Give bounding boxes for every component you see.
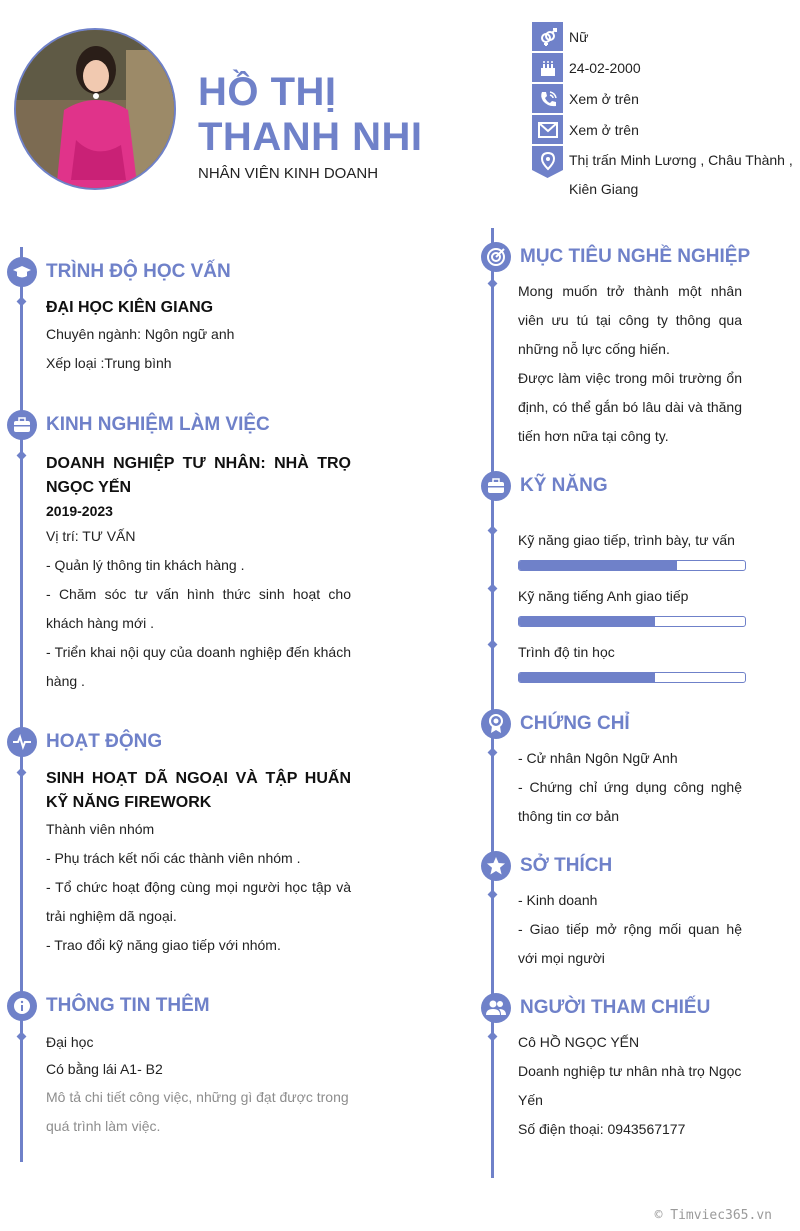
hobby-item: - Giao tiếp mở rộng mối quan hệ với mọi người (518, 921, 742, 966)
skill-bar-fill (519, 617, 655, 626)
references-section (518, 1028, 746, 1144)
experience-line: - Chăm sóc tư vấn hình thức sinh hoạt cho khách hàng mới . (46, 586, 351, 631)
name-line-1: HỒ THỊ (198, 70, 337, 114)
skills-briefcase-icon (481, 471, 511, 501)
info-icon (7, 991, 37, 1021)
reference-line: Doanh nghiệp tư nhân nhà trọ Ngọc Yến (518, 1063, 742, 1108)
experience-line: - Triển khai nội quy của doanh nghiệp đến khách hàng . (46, 644, 351, 689)
mail-icon (532, 115, 563, 144)
skill-bar-fill (519, 561, 677, 570)
hobbies-section (518, 886, 742, 973)
hobbies-title: SỞ THÍCH (520, 855, 613, 876)
activity-line: - Phụ trách kết nối các thành viên nhóm . (46, 850, 301, 866)
activities-title: HOẠT ĐỘNG (46, 731, 163, 752)
contact-email (532, 115, 797, 146)
objective-section (518, 277, 742, 451)
timeline-dot (488, 748, 498, 758)
reference-line: Cô HỒ NGỌC YẾN (518, 1034, 640, 1050)
education-grade: Xếp loại :Trung bình (46, 355, 172, 371)
pulse-icon (7, 727, 37, 757)
school-name: ĐẠI HỌC KIÊN GIANG (46, 299, 214, 316)
contact-address (532, 146, 797, 206)
briefcase-icon (7, 410, 37, 440)
skill-bar (518, 560, 746, 571)
users-icon (481, 993, 511, 1023)
graduation-cap-icon (7, 257, 37, 287)
more-info-section (46, 1029, 356, 1141)
skill-bar (518, 672, 746, 683)
star-icon (481, 851, 511, 881)
contact-phone-text: Xem ở trên (569, 91, 639, 107)
more-info-line: Có bằng lái A1- B2 (46, 1061, 163, 1077)
objective-title: MỤC TIÊU NGHỀ NGHIỆP (520, 246, 751, 267)
contact-email-text: Xem ở trên (569, 122, 639, 138)
watermark: © Timviec365.vn (654, 1208, 772, 1223)
reference-line: Số điện thoại: 0943567177 (518, 1121, 686, 1137)
name-line-2: THANH NHI (198, 115, 423, 159)
timeline-dot (488, 890, 498, 900)
timeline-dot (488, 526, 498, 536)
skills-title: KỸ NĂNG (520, 475, 608, 496)
timeline-dot (488, 1032, 498, 1042)
education-section (46, 296, 351, 378)
experience-section (46, 452, 351, 696)
more-info-title: THÔNG TIN THÊM (46, 995, 210, 1016)
activity-line: Thành viên nhóm (46, 821, 155, 837)
timeline-dot (17, 451, 27, 461)
timeline-dot (17, 768, 27, 778)
avatar (14, 28, 176, 190)
skill-label: Trình độ tin học (518, 644, 615, 660)
activity-line: - Tổ chức hoạt động cùng mọi người học tập và trải nghiệm dã ngoại. (46, 879, 351, 924)
job-title: NHÂN VIÊN KINH DOANH (198, 165, 379, 182)
experience-period: 2019-2023 (46, 503, 113, 519)
objective-paragraph: Được làm việc trong môi trường ổn định, có thể gắn bó lâu dài và thăng tiến hơn nữa tại công ty. (518, 370, 742, 444)
timeline-dot (488, 584, 498, 594)
experience-line: - Quản lý thông tin khách hàng . (46, 557, 245, 573)
activity-name: SINH HOẠT DÃ NGOẠI VÀ TẬP HUẤN KỸ NĂNG FIREWORK (46, 770, 351, 811)
left-timeline (20, 247, 23, 1162)
timeline-dot (17, 1032, 27, 1042)
certificate-item: - Chứng chỉ ứng dụng công nghệ thông tin cơ bản (518, 779, 742, 824)
activities-section (46, 767, 351, 960)
certificates-section (518, 744, 742, 831)
contact-address-text: Thị trấn Minh Lương , Châu Thành , Kiên Giang (569, 152, 793, 197)
experience-line: Vị trí: TƯ VẤN (46, 528, 136, 544)
phone-icon (532, 84, 563, 113)
contact-gender (532, 22, 797, 53)
company-name: DOANH NGHIỆP TƯ NHÂN: NHÀ TRỌ NGỌC YẾN (46, 455, 351, 496)
skill-label: Kỹ năng tiếng Anh giao tiếp (518, 588, 689, 604)
timeline-dot (488, 640, 498, 650)
contact-list (532, 22, 797, 206)
more-info-line: Đại học (46, 1034, 94, 1050)
timeline-dot (17, 297, 27, 307)
award-ribbon-icon (481, 709, 511, 739)
experience-title: KINH NGHIỆM LÀM VIỆC (46, 414, 270, 435)
full-name (198, 70, 422, 160)
hobby-item: - Kinh doanh (518, 892, 598, 908)
education-title: TRÌNH ĐỘ HỌC VẤN (46, 261, 231, 282)
certificate-item: - Cử nhân Ngôn Ngữ Anh (518, 750, 678, 766)
contact-phone (532, 84, 797, 115)
skill-label: Kỹ năng giao tiếp, trình bày, tư vấn (518, 532, 735, 548)
skill-bar (518, 616, 746, 627)
education-major: Chuyên ngành: Ngôn ngữ anh (46, 326, 235, 342)
target-icon (481, 242, 511, 272)
timeline-dot (488, 279, 498, 289)
certificates-title: CHỨNG CHỈ (520, 713, 630, 734)
skill-bar-fill (519, 673, 655, 682)
more-info-placeholder: Mô tả chi tiết công việc, những gì đạt được trong quá trình làm việc. (46, 1089, 349, 1134)
birthday-cake-icon (532, 53, 563, 82)
gender-icon (532, 22, 563, 51)
objective-paragraph: Mong muốn trở thành một nhân viên ưu tú tại công ty thông qua những nỗ lực cống hiến. (518, 283, 742, 357)
contact-birthday (532, 53, 797, 84)
activity-line: - Trao đổi kỹ năng giao tiếp với nhóm. (46, 937, 281, 953)
references-title: NGƯỜI THAM CHIẾU (520, 997, 711, 1018)
location-pin-icon (532, 146, 563, 178)
contact-gender-text: Nữ (569, 29, 589, 45)
contact-birthday-text: 24-02-2000 (569, 60, 641, 76)
